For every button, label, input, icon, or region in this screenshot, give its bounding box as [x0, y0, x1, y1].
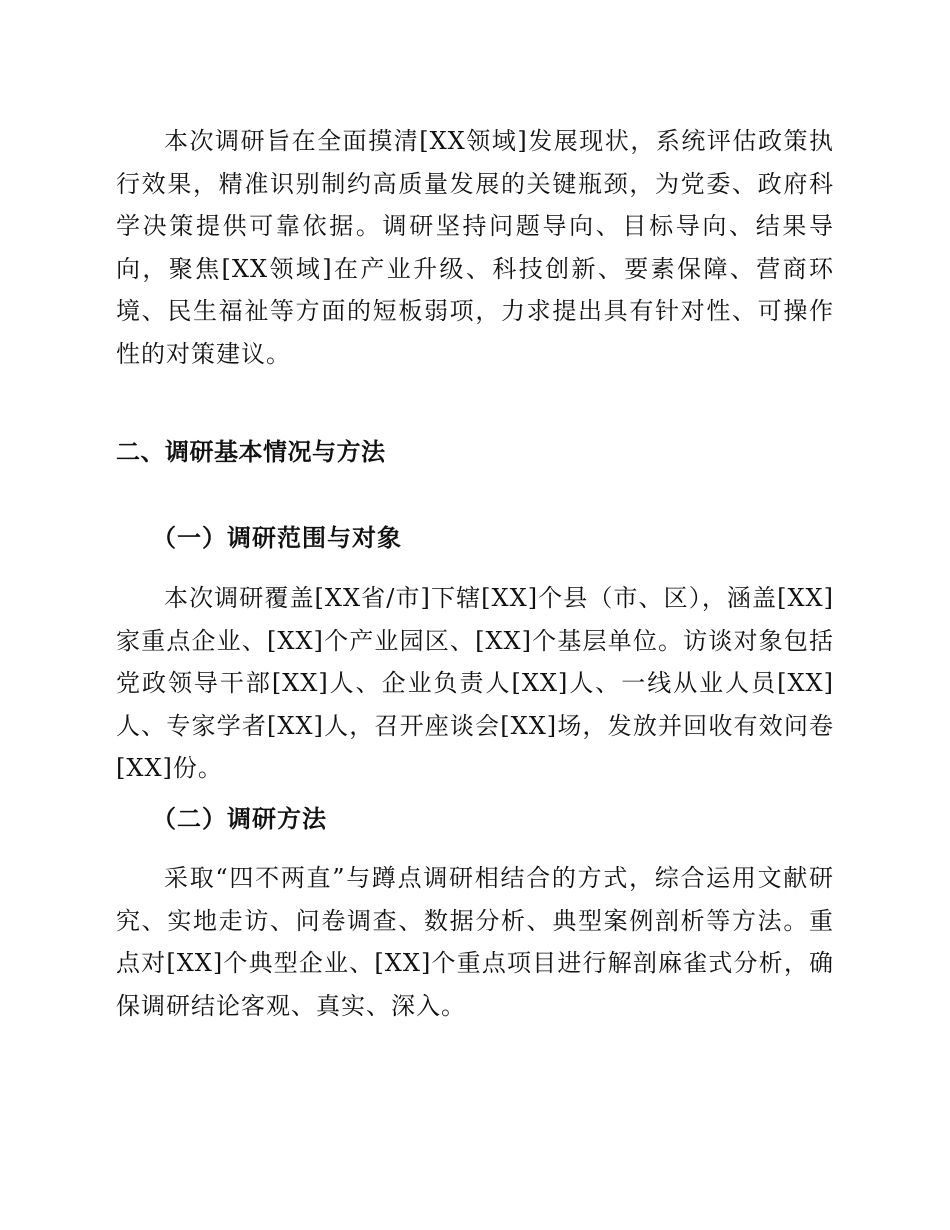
- subsection-one-heading: （一）调研范围与对象: [152, 523, 402, 552]
- section-two-heading: 二、调研基本情况与方法: [116, 438, 386, 466]
- subsection-two-paragraph: 采取“四不两直”与蹲点调研相结合的方式，综合运用文献研究、实地走访、问卷调查、数据分析、典型案例剖析等方法。重点对[XX]个典型企业、[XX]个重点项目进行解剖麻雀式分析，确保调研结论客观、真实、深入。: [116, 864, 834, 1020]
- subsection-two-heading: （二）调研方法: [152, 804, 327, 833]
- intro-paragraph: 本次调研旨在全面摸清[XX领域]发展现状，系统评估政策执行效果，精准识别制约高质量发展的关键瓶颈，为党委、政府科学决策提供可靠依据。调研坚持问题导向、目标导向、结果导向，聚焦[XX领域]在产业升级、科技创新、要素保障、营商环境、民生福祉等方面的短板弱项，力求提出具有针对性、可操作性的对策建议。: [116, 127, 834, 368]
- subsection-one-paragraph: 本次调研覆盖[XX省/市]下辖[XX]个县（市、区），涵盖[XX]家重点企业、[XX]个产业园区、[XX]个基层单位。访谈对象包括党政领导干部[XX]人、企业负责人[XX]人、一线从业人员[XX]人、专家学者[XX]人，召开座谈会[XX]场，发放并回收有效问卷[XX]份。: [116, 584, 834, 782]
